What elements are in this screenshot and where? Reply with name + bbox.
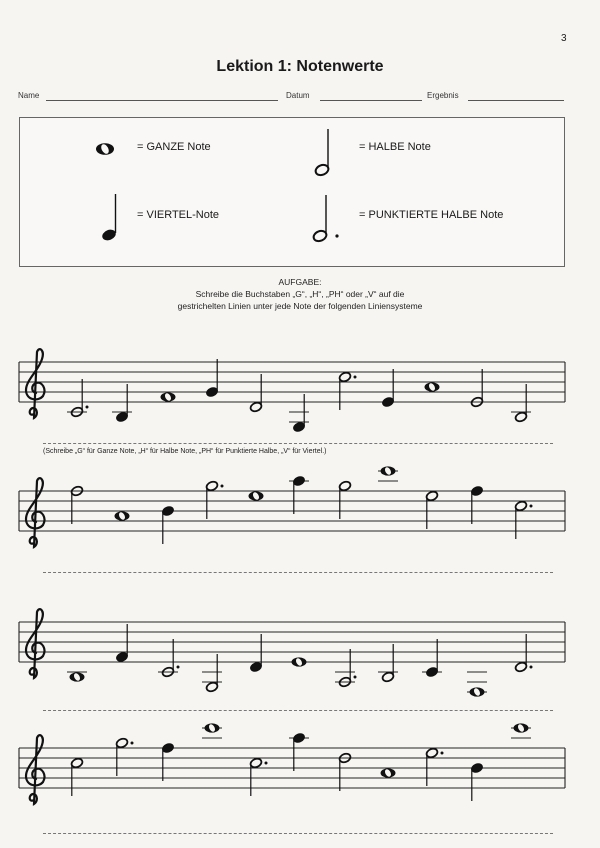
task-line-2: gestrichelten Linien unter jede Note der folgenden Liniensysteme [177,301,423,311]
note-quarter [161,742,174,781]
note-dotted-half [425,747,443,786]
name-label: Name [18,91,40,100]
note-quarter [112,384,132,423]
note-quarter [289,394,309,433]
note-dotted-half [514,634,532,673]
note-dotted-half [335,649,357,688]
note-whole [292,657,307,667]
note-half [70,757,83,796]
note-whole [467,672,487,697]
note-half [378,644,398,683]
note-dotted-half [158,639,180,678]
note-half [338,480,351,519]
note-half [425,490,438,529]
note-whole [161,392,176,402]
staff-1 [19,349,565,433]
note-dotted-half [338,371,356,410]
note-quarter [205,359,218,398]
note-quarter [161,505,174,544]
treble-clef-icon [26,478,44,547]
note-quarter [289,475,309,514]
note-whole [381,768,396,778]
note-dotted-half [514,500,532,539]
task-heading: AUFGABE: [278,277,322,287]
legend-whole-label: = GANZE Note [137,141,211,153]
date-label: Datum [286,91,310,100]
treble-clef-icon [26,349,44,418]
note-whole [511,723,531,738]
note-whole [115,511,130,521]
note-half [249,374,262,413]
lesson-title: Lektion 1: Notenwerte [216,58,384,75]
note-quarter [470,485,483,524]
note-dotted-half [115,737,133,776]
note-half [202,654,222,693]
note-dotted-half [67,379,89,418]
page-number: 3 [561,33,567,44]
note-whole [378,466,398,481]
treble-clef-icon [26,735,44,804]
note-quarter [381,369,394,408]
result-label: Ergebnis [427,91,459,100]
note-whole [202,723,222,738]
note-whole [249,491,264,501]
note-whole [425,382,440,392]
note-quarter [115,624,128,663]
note-whole [67,672,87,682]
staff-2 [19,466,565,547]
note-dotted-half [249,757,267,796]
staff-3 [19,609,565,697]
treble-clef-icon [26,609,44,678]
note-quarter [470,762,483,801]
note-quarter [422,639,442,678]
note-quarter [249,634,262,673]
legend-half-label: = HALBE Note [359,141,431,153]
task-line-1: Schreibe die Buchstaben „G“, „H“, „PH“ oder „V“ auf die [195,289,405,299]
staff-4 [19,723,565,804]
answer-hint: (Schreibe „G“ für Ganze Note, „H“ für Halbe Note, „PH“ für Punktierte Halbe, „V“ für Viertel.) [43,448,327,455]
note-quarter [289,732,309,771]
note-dotted-half [205,480,223,519]
note-half [511,384,531,423]
legend-quarter-label: = VIERTEL-Note [137,209,220,221]
legend-dotted-half-label: = PUNKTIERTE HALBE Note [359,209,504,221]
